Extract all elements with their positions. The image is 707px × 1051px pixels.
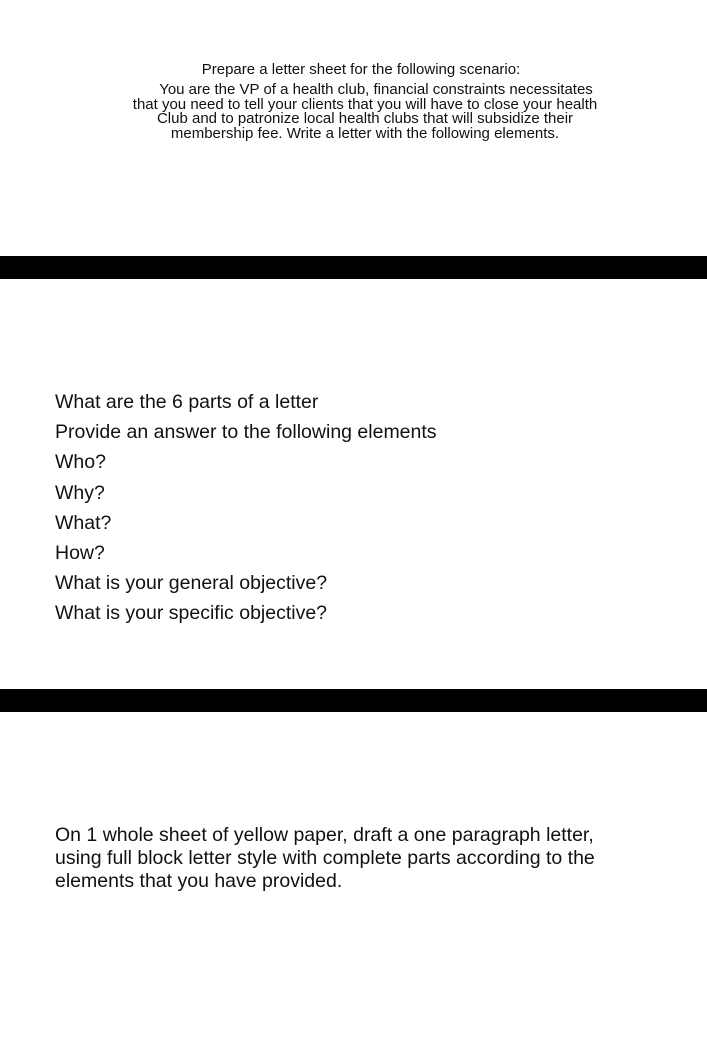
list-item: What is your general objective? (55, 572, 328, 595)
list-item: Provide an answer to the following elements (55, 421, 437, 444)
instructions-line: elements that you have provided. (55, 870, 343, 892)
instructions-line: On 1 whole sheet of yellow paper, draft a one paragraph letter, (55, 824, 594, 846)
scenario-text (100, 83, 630, 141)
list-item: Why? (55, 481, 105, 504)
slide-divider (0, 689, 707, 712)
list-item: What are the 6 parts of a letter (55, 391, 319, 413)
scenario-line: that you need to tell your clients that you will have to close your health (132, 95, 598, 113)
scenario-line: Club and to patronize local health clubs that will subsidize their (156, 110, 574, 127)
scenario-slide (0, 0, 707, 256)
elements-slide (0, 279, 707, 689)
scenario-line: You are the VP of a health club, financial constraints necessitates (159, 81, 593, 98)
slide-divider (0, 256, 707, 279)
instructions-paragraph (55, 824, 675, 893)
list-item: How? (55, 541, 105, 564)
list-item: Who? (55, 451, 106, 474)
list-item: What is your specific objective? (55, 602, 328, 625)
scenario-line: membership fee. Write a letter with the following elements. (170, 124, 560, 142)
list-item: What? (55, 511, 112, 534)
instructions-slide (0, 712, 707, 1051)
instructions-line: using full block letter style with complete parts according to the (55, 847, 595, 869)
questions-list (55, 389, 437, 631)
scenario-heading: Prepare a letter sheet for the following scenario: (201, 61, 521, 78)
